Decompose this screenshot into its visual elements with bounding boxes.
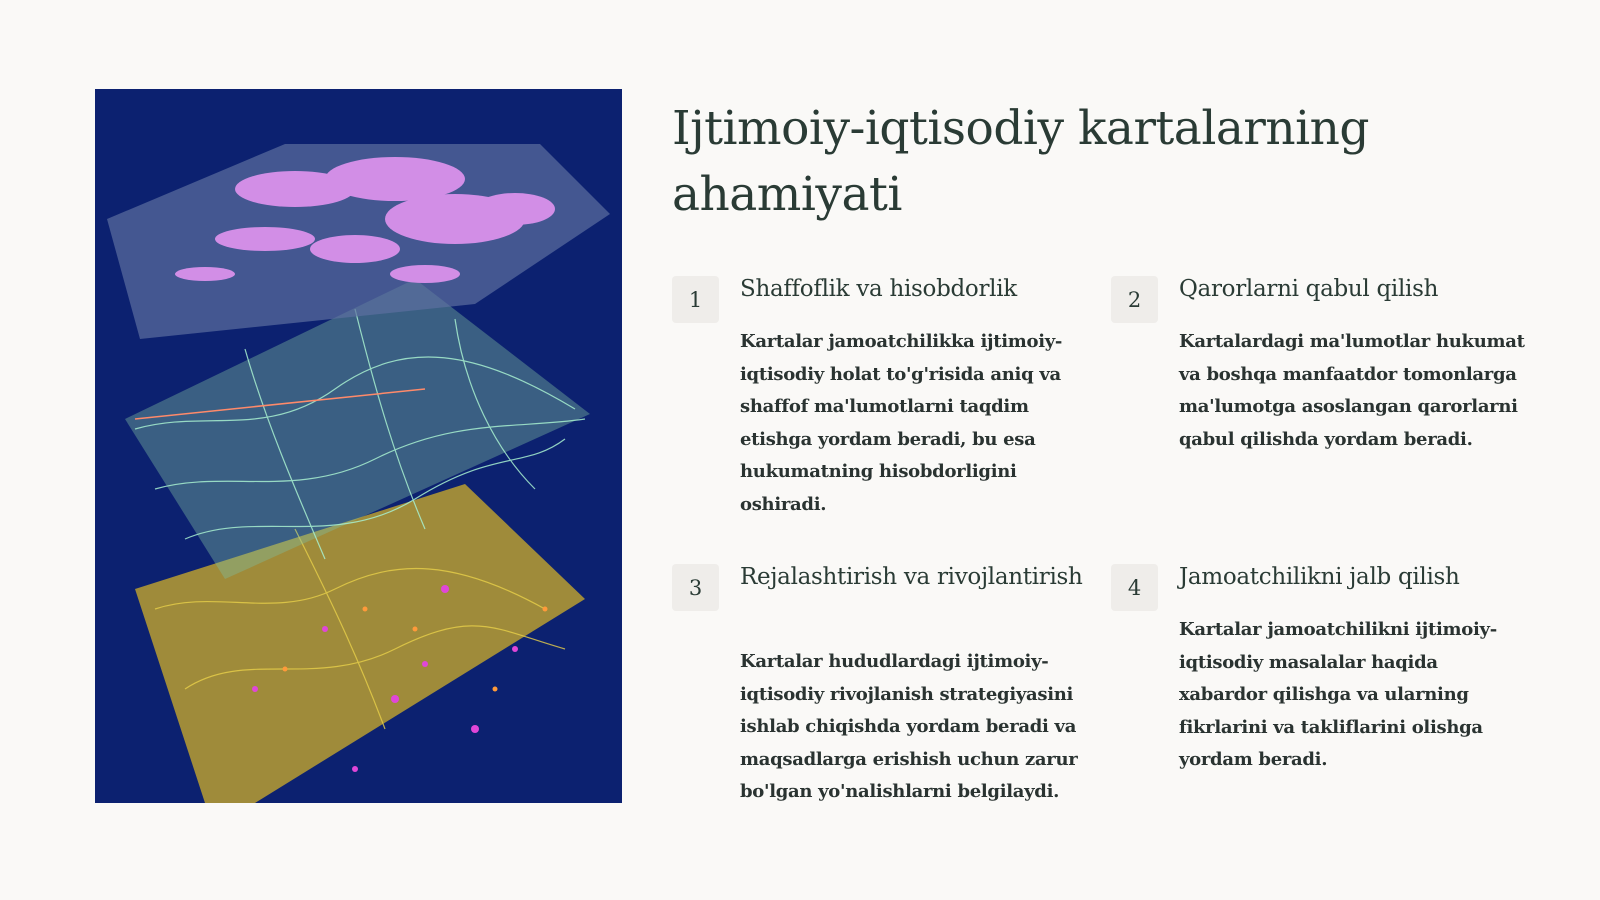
item-title: Rejalashtirish va rivojlantirish: [740, 564, 1083, 590]
item-description: Kartalar jamoatchilikni ijtimoiy-iqtisodiy masalalar haqida xabardor qilishga va ularning fikrlarini va takliflarini olishga yordam beradi.: [1179, 619, 1497, 771]
number-badge: 3: [672, 564, 719, 611]
number-badge: 4: [1111, 564, 1158, 611]
item-title: Shaffoflik va hisobdorlik: [740, 276, 1017, 302]
page-title: Ijtimoiy-iqtisodiy kartalarning ahamiyati: [672, 101, 1370, 222]
item-description: Kartalar hududlardagi ijtimoiy-iqtisodiy rivojlanish strategiyasini ishlab chiqishda yordam beradi va maqsadlarga erishish uchun zarur bo'lgan yo'nalishlarni belgilaydi.: [740, 651, 1078, 803]
item-description: Kartalar jamoatchilikka ijtimoiy-iqtisodiy holat to'g'risida aniq va shaffof ma'lumotlarni taqdim etishga yordam beradi, bu esa hukumatning hisobdorligini oshiradi.: [740, 331, 1063, 515]
number-badge: 2: [1111, 276, 1158, 323]
layered-map-image: [95, 89, 622, 803]
layered-map-icon: [95, 89, 622, 803]
item-title: Jamoatchilikni jalb qilish: [1179, 564, 1460, 590]
number-badge: 1: [672, 276, 719, 323]
item-description: Kartalardagi ma'lumotlar hukumat va boshqa manfaatdor tomonlarga ma'lumotga asoslangan qarorlarni qabul qilishda yordam beradi.: [1179, 331, 1525, 450]
item-title: Qarorlarni qabul qilish: [1179, 276, 1439, 302]
